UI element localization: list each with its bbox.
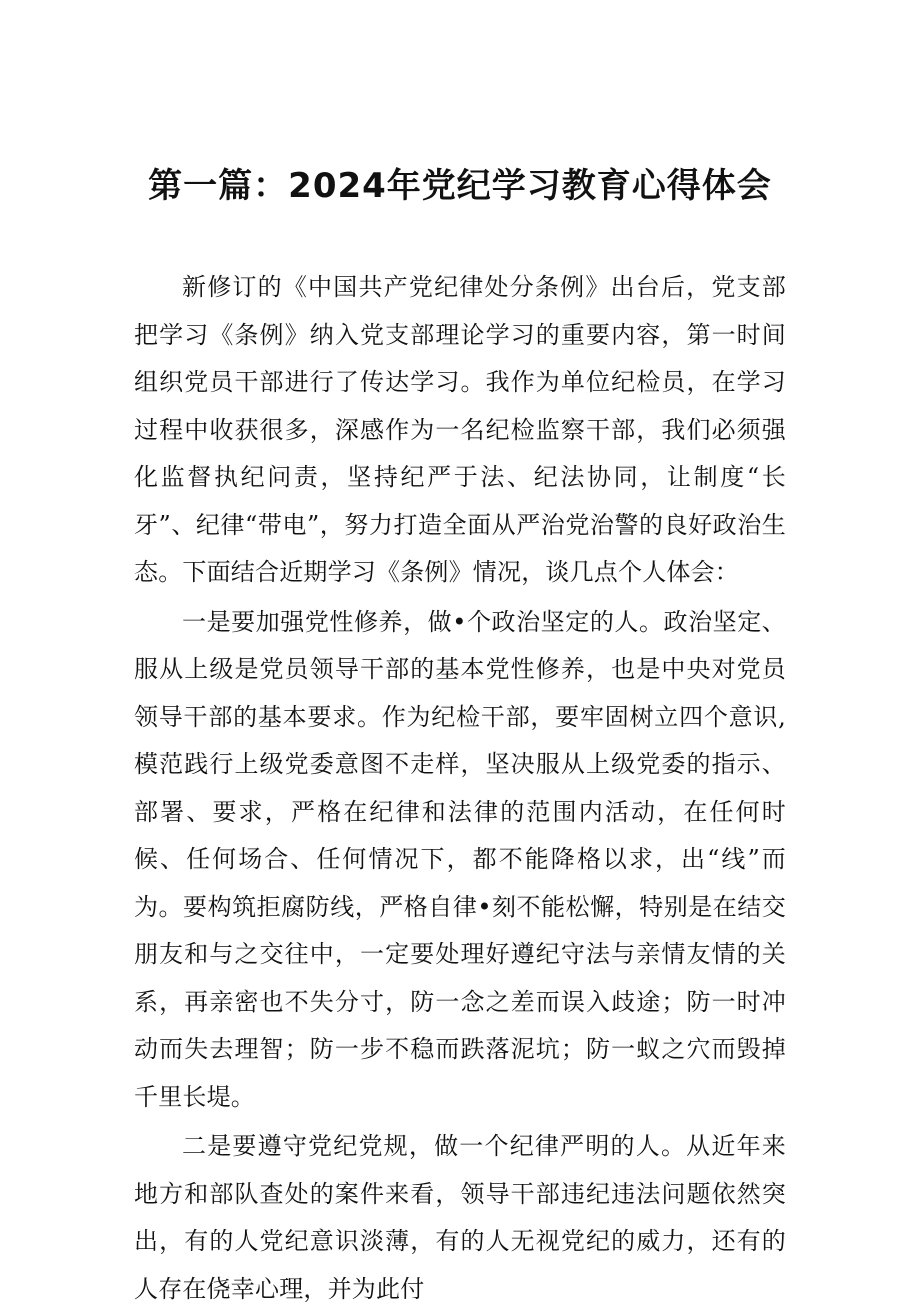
paragraph-intro: 新修订的《中国共产党纪律处分条例》出台后，党支部把学习《条例》纳入党支部理论学习的重要内容，第一时间组织党员干部进行了传达学习。我作为单位纪检员，在学习过程中收获很多，深感作为一名纪检监察干部，我们必须强化监督执纪问责，坚持纪严于法、纪法协同，让制度“长牙”、纪律“带电”，努力打造全面从严治党治警的良好政治生态。下面结合近期学习《条例》情况，谈几点个人体会： <box>134 273 786 586</box>
document-body <box>134 264 786 1315</box>
paragraph-point-one: 一是要加强党性修养，做•个政治坚定的人。政治坚定、服从上级是党员领导干部的基本党性修养，也是中央对党员领导干部的基本要求。作为纪检干部，要牢固树立四个意识,模范践行上级党委意图不走样，坚决服从上级党委的指示、部署、要求，严格在纪律和法律的范围内活动，在任何时候、任何场合、任何情况下，都不能降格以求，出“线”而为。要构筑拒腐防线，严格自律•刻不能松懈，特别是在结交朋友和与之交往中，一定要处理好遵纪守法与亲情友情的关系，再亲密也不失分寸，防一念之差而误入歧途；防一时冲动而失去理智；防一步不稳而跌落泥坑；防一蚁之穴而毁掉千里长堤。 <box>134 607 786 1111</box>
paragraph-point-two: 二是要遵守党纪党规，做一个纪律严明的人。从近年来地方和部队查处的案件来看，领导干部违纪违法问题依然突出，有的人党纪意识淡薄，有的人无视党纪的威力，还有的人存在侥幸心理，并为此付 <box>134 1132 786 1303</box>
document-title: 第一篇：2024年党纪学习教育心得体会 <box>148 166 772 206</box>
